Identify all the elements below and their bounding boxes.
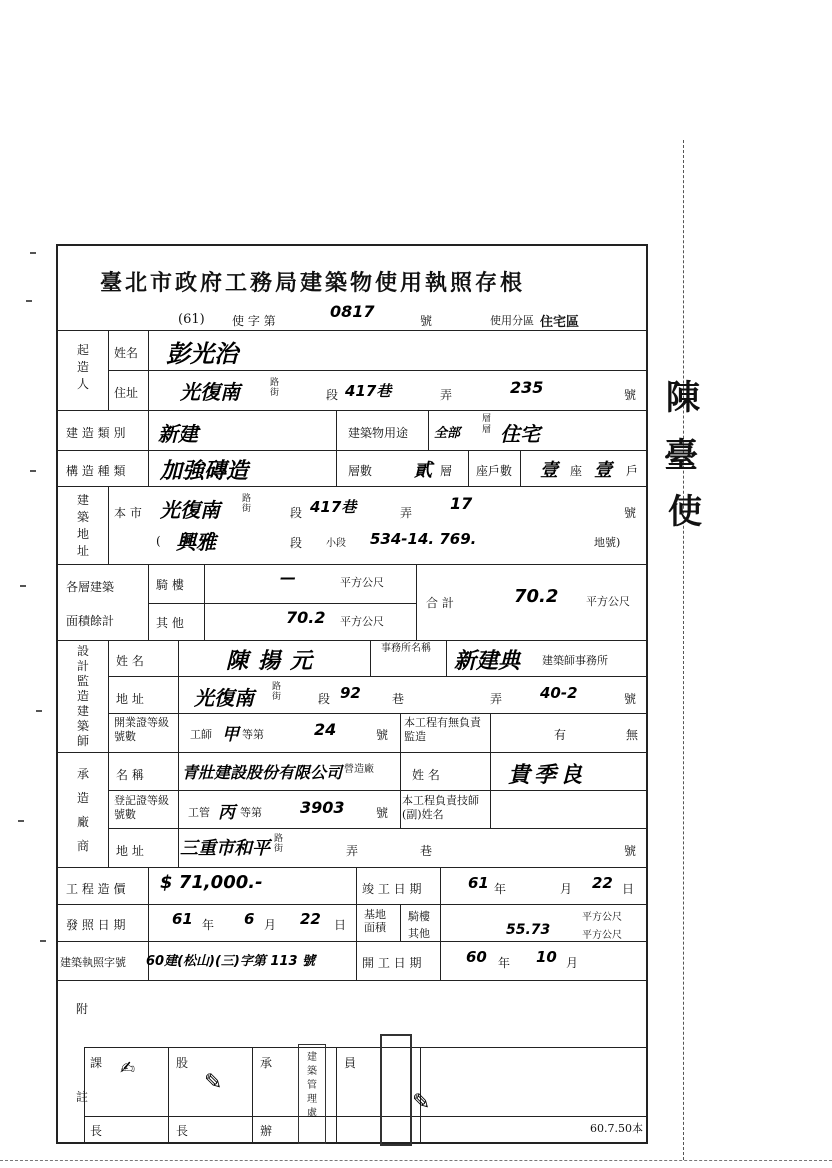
total-area: 70.2: [514, 586, 559, 607]
builder-road: 光復南: [180, 380, 240, 404]
permit-year: (61): [178, 312, 205, 327]
project-cost: $ 71,000.-: [160, 872, 263, 893]
builder-section-label: 起造人: [76, 343, 89, 391]
scan-edge-line: [683, 140, 684, 1160]
floors-value: 貳: [414, 460, 432, 481]
site-lane: 417巷: [310, 498, 357, 516]
contractor-owner: 貴季良: [508, 763, 587, 788]
structure-type: 加強磚造: [160, 459, 249, 484]
site-number: 17: [450, 494, 473, 513]
signature-scribble-1: ✍: [120, 1058, 136, 1079]
builder-name: 彭光治: [166, 340, 238, 368]
permit-number: 0817: [330, 302, 375, 321]
site-district: 興雅: [176, 530, 216, 554]
adjacent-page-text: 陳: [666, 378, 700, 418]
architect-road: 光復南: [194, 686, 254, 710]
builder-number: 235: [510, 378, 544, 397]
print-code: 60.7.50本: [590, 1122, 643, 1135]
base-other-area: 55.73: [506, 922, 551, 938]
issue-month: 6: [244, 910, 255, 928]
contractor-section-label: 承造廠商: [76, 767, 89, 853]
site-road: 光復南: [160, 498, 220, 522]
issue-year: 61: [172, 910, 193, 928]
architect-name: 陳揚元: [226, 649, 323, 674]
building-permit-no: 60建(松山)(三)字第 113 號: [146, 954, 316, 969]
contractor-reg-no: 3903: [300, 798, 345, 817]
signature-section: 課: [90, 1056, 103, 1070]
signature-scribble-2: ✎: [204, 1070, 223, 1095]
site-lot-numbers: 534-14. 769.: [370, 530, 477, 548]
zone-value: 住宅區: [540, 315, 580, 330]
site-section-label: 建築地址: [76, 493, 89, 558]
architect-license-no: 24: [314, 720, 337, 739]
contractor-name: 青壯建設股份有限公司: [182, 763, 343, 782]
signature-scribble-3: ✎: [412, 1090, 431, 1115]
construction-type: 新建: [158, 422, 198, 446]
other-area: 70.2: [286, 608, 326, 627]
builder-lane: 417巷: [345, 382, 392, 400]
scan-bottom-edge: [0, 1160, 832, 1161]
approval-seal: [380, 1034, 412, 1146]
building-use: 住宅: [500, 422, 540, 446]
contractor-address: 三重市和平: [180, 838, 270, 859]
issue-day: 22: [300, 910, 321, 928]
architect-office: 新建典: [454, 649, 521, 674]
arcade-area: —: [280, 568, 296, 587]
form-title: 臺北市政府工務局建築物使用執照存根: [100, 270, 526, 296]
remarks-label: 附: [76, 1002, 89, 1016]
designer-section-label: 設計監造建築師: [76, 644, 89, 748]
official-seal: 建築管理處: [298, 1044, 326, 1144]
